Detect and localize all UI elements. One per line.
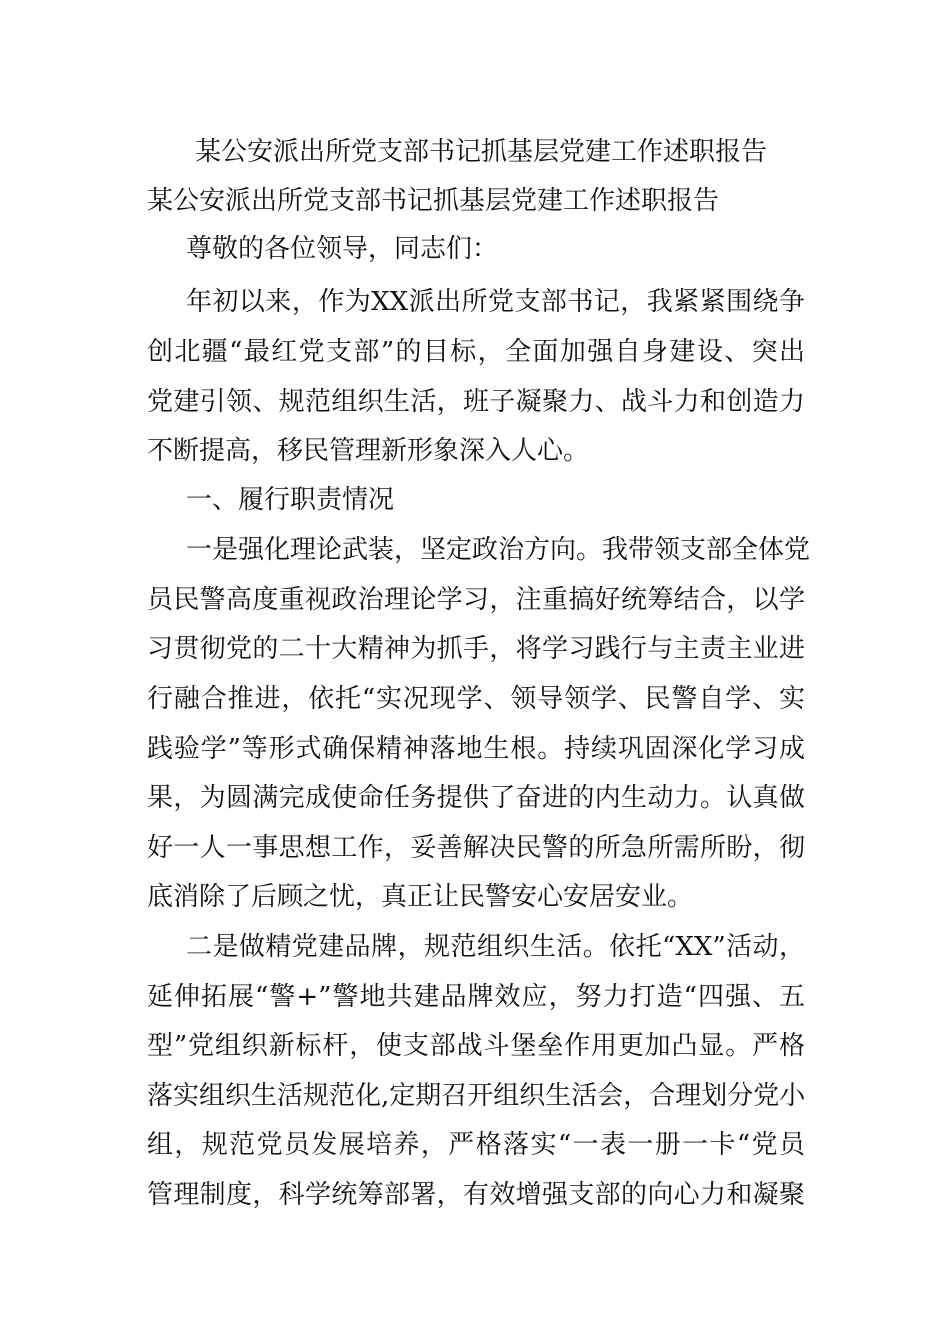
paragraph-line: 创北疆“最红党支部”的目标，全面加强自身建设、突出 [147,337,805,367]
section-heading: 一、履行职责情况 [186,485,395,515]
paragraph-line: 落实组织生活规范化,定期召开组织生活会，合理划分党小 [147,1081,806,1111]
paragraph-line: 型”党组织新标杆，使支部战斗堡垒作用更加凸显。严格 [147,1031,805,1061]
salutation: 尊敬的各位领导，同志们： [186,234,499,264]
paragraph-line: 习贯彻党的二十大精神为抓手，将学习践行与主责主业进 [147,634,805,664]
paragraph-line: 组，规范党员发展培养，严格落实“一表一册一卡“党员 [147,1130,805,1160]
paragraph-line: 延伸拓展“警+”警地共建品牌效应，努力打造“四强、五 [147,982,805,1012]
paragraph-line: 二是做精党建品牌，规范组织生活。依托“XX”活动， [186,932,805,962]
paragraph-line: 管理制度，科学统筹部署，有效增强支部的向心力和凝聚 [147,1180,805,1210]
paragraph-line: 行融合推进，依托“实况现学、领导领学、民警自学、实 [147,684,805,714]
paragraph-line: 果，为圆满完成使命任务提供了奋进的内生动力。认真做 [147,783,805,813]
paragraph-line: 好一人一事思想工作，妥善解决民警的所急所需所盼，彻 [147,833,805,863]
document-title: 某公安派出所党支部书记抓基层党建工作述职报告 [195,137,768,167]
paragraph-line: 党建引领、规范组织生活，班子凝聚力、战斗力和创造力 [147,387,805,417]
paragraph-line: 践验学”等形式确保精神落地生根。持续巩固深化学习成 [147,734,805,764]
paragraph-line: 年初以来，作为XX派出所党支部书记，我紧紧围绕争 [186,287,805,317]
paragraph-line: 不断提高，移民管理新形象深入人心。 [147,436,590,466]
paragraph-line: 底消除了后顾之忧，真正让民警安心安居安业。 [147,882,694,912]
paragraph-line: 一是强化理论武装，坚定政治方向。我带领支部全体党 [186,535,811,565]
paragraph-line: 员民警高度重视政治理论学习，注重搞好统筹结合，以学 [147,585,805,615]
document-subtitle: 某公安派出所党支部书记抓基层党建工作述职报告 [147,186,720,216]
